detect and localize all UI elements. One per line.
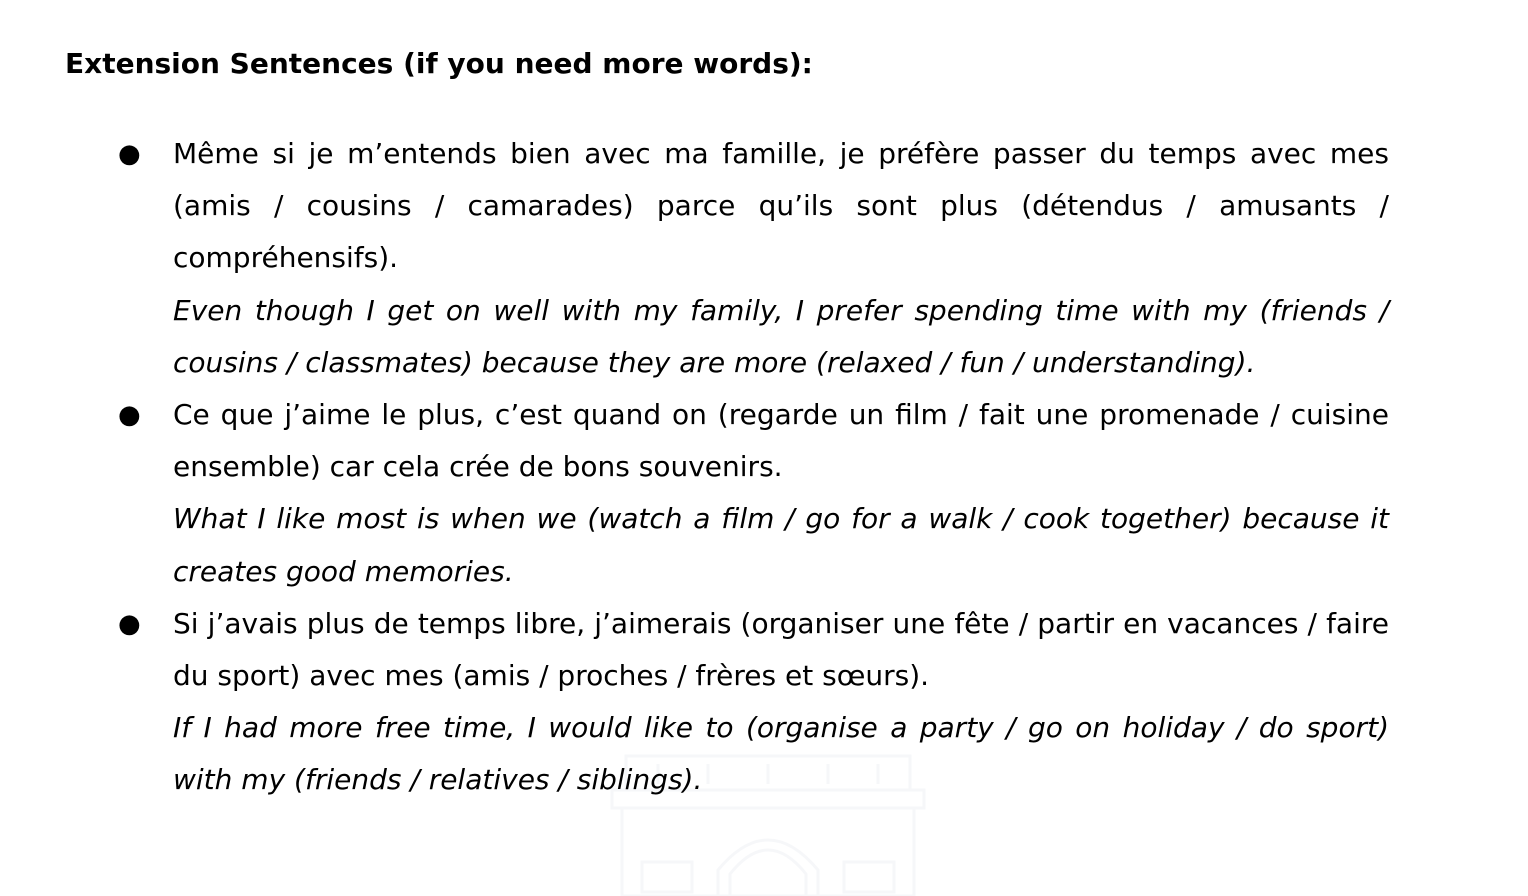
list-item [118,389,1389,598]
english-translation: What I like most is when we (watch a film / go for a walk / cook together) because it creates good memories. [173,502,1389,588]
english-translation: Even though I get on well with my family, I prefer spending time with my (friends / cousins / classmates) because they are more (relaxed / fun / understanding). [173,293,1389,379]
french-sentence: Même si je m’entends bien avec ma famille, je préfère passer du temps avec mes (amis / cousins / camarades) parce qu’ils sont plus (détendus / amusants / compréhensifs). [173,137,1389,275]
bullet-icon: ● [118,608,141,639]
bullet-icon: ● [118,139,141,169]
bullet-icon: ● [118,400,141,431]
french-sentence: Si j’avais plus de temps libre, j’aimerais (organiser une fête / partir en vacances / faire du sport) avec mes (amis / proches / frères et sœurs). [173,606,1389,693]
list-item [118,128,1389,389]
list-item [118,598,1389,807]
section-heading: Extension Sentences (if you need more words): [65,47,813,80]
french-sentence: Ce que j’aime le plus, c’est quand on (regarde un film / fait une promenade / cuisine ensemble) car cela crée de bons souvenirs. [173,398,1389,484]
english-translation: If I had more free time, I would like to (organise a party / go on holiday / do sport) with my (friends / relatives / siblings). [173,711,1389,797]
sentence-list [0,128,1389,807]
